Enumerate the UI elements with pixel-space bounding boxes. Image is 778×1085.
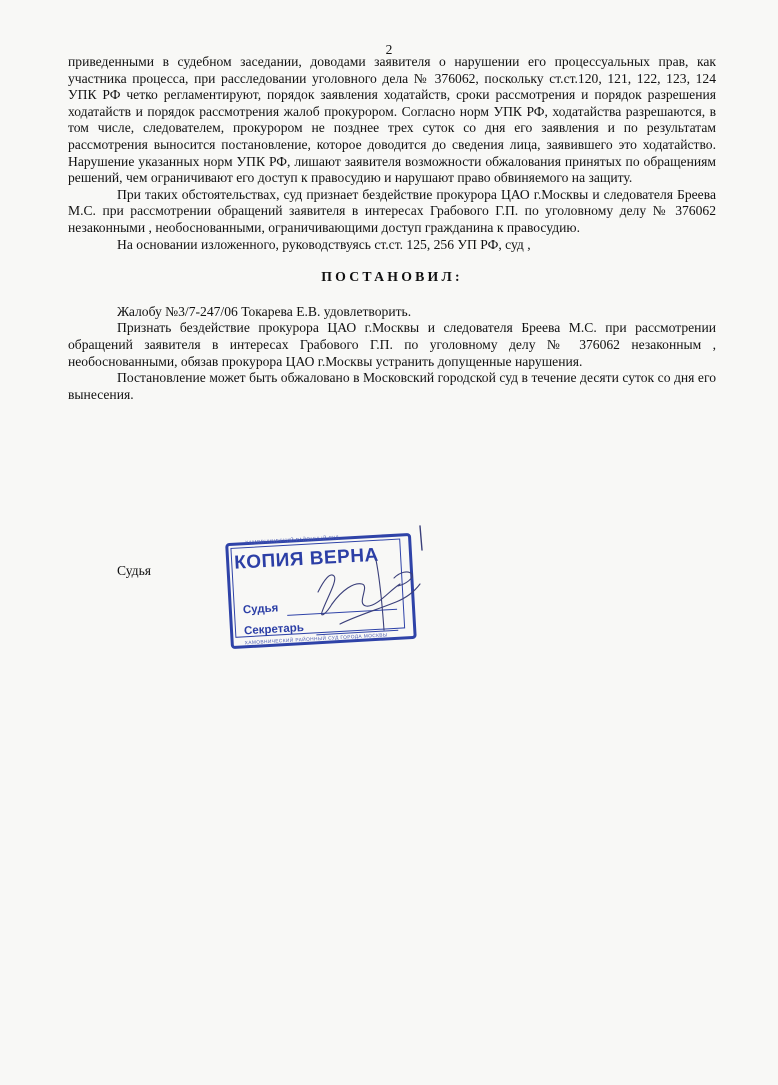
handwritten-signature: [296, 520, 436, 650]
signature-tick: [420, 526, 422, 550]
paragraph-arguments: приведенными в судебном заседании, доводами заявителя о нарушении его процессуальных прав, как участника процесса, при расследовании уголовного дела № 376062, поскольку ст.ст.120, 121, 122, 123, 124 УПК РФ четко регламентируют, порядок заявления ходатайств, сроки рассмотрения и порядок разрешения ходатайств и порядок рассмотрения жалоб прокурором. Согласно норм УПК РФ, ходатайства разрешаются, в том числе, следователем, прокурором не позднее трех суток со дня его заявления и по результатам рассмотрения выносится постановление, которое доводится до сведения лица, заявившего это ходатайство. Нарушение указанных норм УПК РФ, лишают заявителя возможности обжалования принятых по обращениям решений, чем ограничивают его доступ к правосудию и нарушают право обвиняемого на защиту.: [68, 54, 716, 186]
signature-stroke-4: [376, 560, 384, 630]
paragraph-complaint-granted: Жалобу №3/7-247/06 Токарева Е.В. удовлетворить.: [117, 303, 412, 319]
stamp-secretary-line: Секретарь: [243, 622, 305, 638]
paragraph-declare-unlawful: Признать бездействие прокурора ЦАО г.Москвы и следователя Бреева М.С. при рассмотрении обращений заявителя в интересах Грабового Г.П. по уголовному делу № 376062 незаконным , необоснованными, обязав прокурора ЦАО г.Москвы устранить допущенные нарушения.: [68, 320, 716, 369]
stamp-edge-top-text: ХАМОВНИЧЕСКИЙ РАЙОННЫЙ СУД: [245, 535, 340, 547]
paragraph-court-finding: При таких обстоятельствах, суд признает бездействие прокурора ЦАО г.Москвы и следователя Бреева М.С. при рассмотрении обращений заявителя в интересах Грабового Г.П. по уголовному делу № 376062 незаконными , необоснованными, ограничивающими доступ гражданина к правосудию.: [68, 186, 716, 235]
judge-label: Судья: [117, 563, 152, 578]
signature-stroke-2: [332, 584, 400, 606]
document-body: [68, 54, 716, 403]
stamp-edge-bottom-text: ХАМОВНИЧЕСКИЙ РАЙОННЫЙ СУД ГОРОДА МОСКВЫ: [244, 633, 388, 647]
stamp-title: КОПИЯ ВЕРНА: [233, 544, 380, 574]
signature-stroke-5: [394, 572, 412, 586]
stamp-judge-line: Судья: [242, 602, 279, 617]
paragraph-legal-basis: На основании изложенного, руководствуясь ст.ст. 125, 256 УП РФ, суд ,: [117, 236, 531, 252]
signature-stroke-1: [318, 575, 335, 615]
page-number: 2: [385, 42, 393, 57]
resolution-heading: ПОСТАНОВИЛ:: [321, 269, 463, 285]
paragraph-appeal-notice: Постановление может быть обжаловано в Московский городской суд в течение десяти суток со дня его вынесения.: [68, 370, 716, 402]
